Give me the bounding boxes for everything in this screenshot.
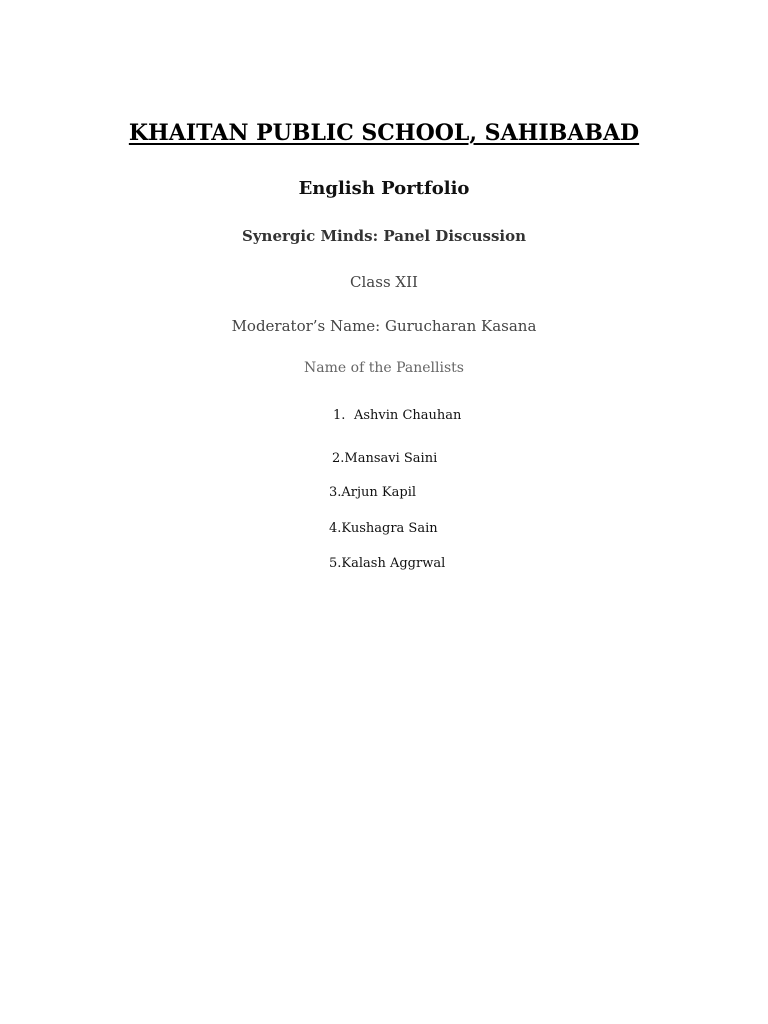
school-title: KHAITAN PUBLIC SCHOOL, SAHIBABAD [128,120,640,146]
panellist-name: Ashvin Chauhan [354,408,462,423]
panellist-name: Kushagra Sain [341,521,438,536]
panellist-name: Kalash Aggrwal [341,556,446,571]
class-label: Class XII [350,273,418,291]
panellist-number: 1. [333,408,346,423]
discussion-topic: Synergic Minds: Panel Discussion [242,227,526,245]
moderator-name: Moderator’s Name: Gurucharan Kasana [231,317,537,335]
panellist-name: Mansavi Saini [344,451,438,466]
panellist-item [333,408,461,423]
panellist-item [329,521,438,536]
panellist-item [332,451,437,466]
panellist-item [329,485,416,500]
panellist-number: 3. [329,485,342,500]
portfolio-title: English Portfolio [298,178,470,199]
panellist-name: Arjun Kapil [341,485,417,500]
panellists-heading: Name of the Panellists [304,360,464,376]
panellist-item [329,556,445,571]
panellist-number: 5. [329,556,342,571]
panellist-number: 2. [332,451,345,466]
panellist-number: 4. [329,521,342,536]
